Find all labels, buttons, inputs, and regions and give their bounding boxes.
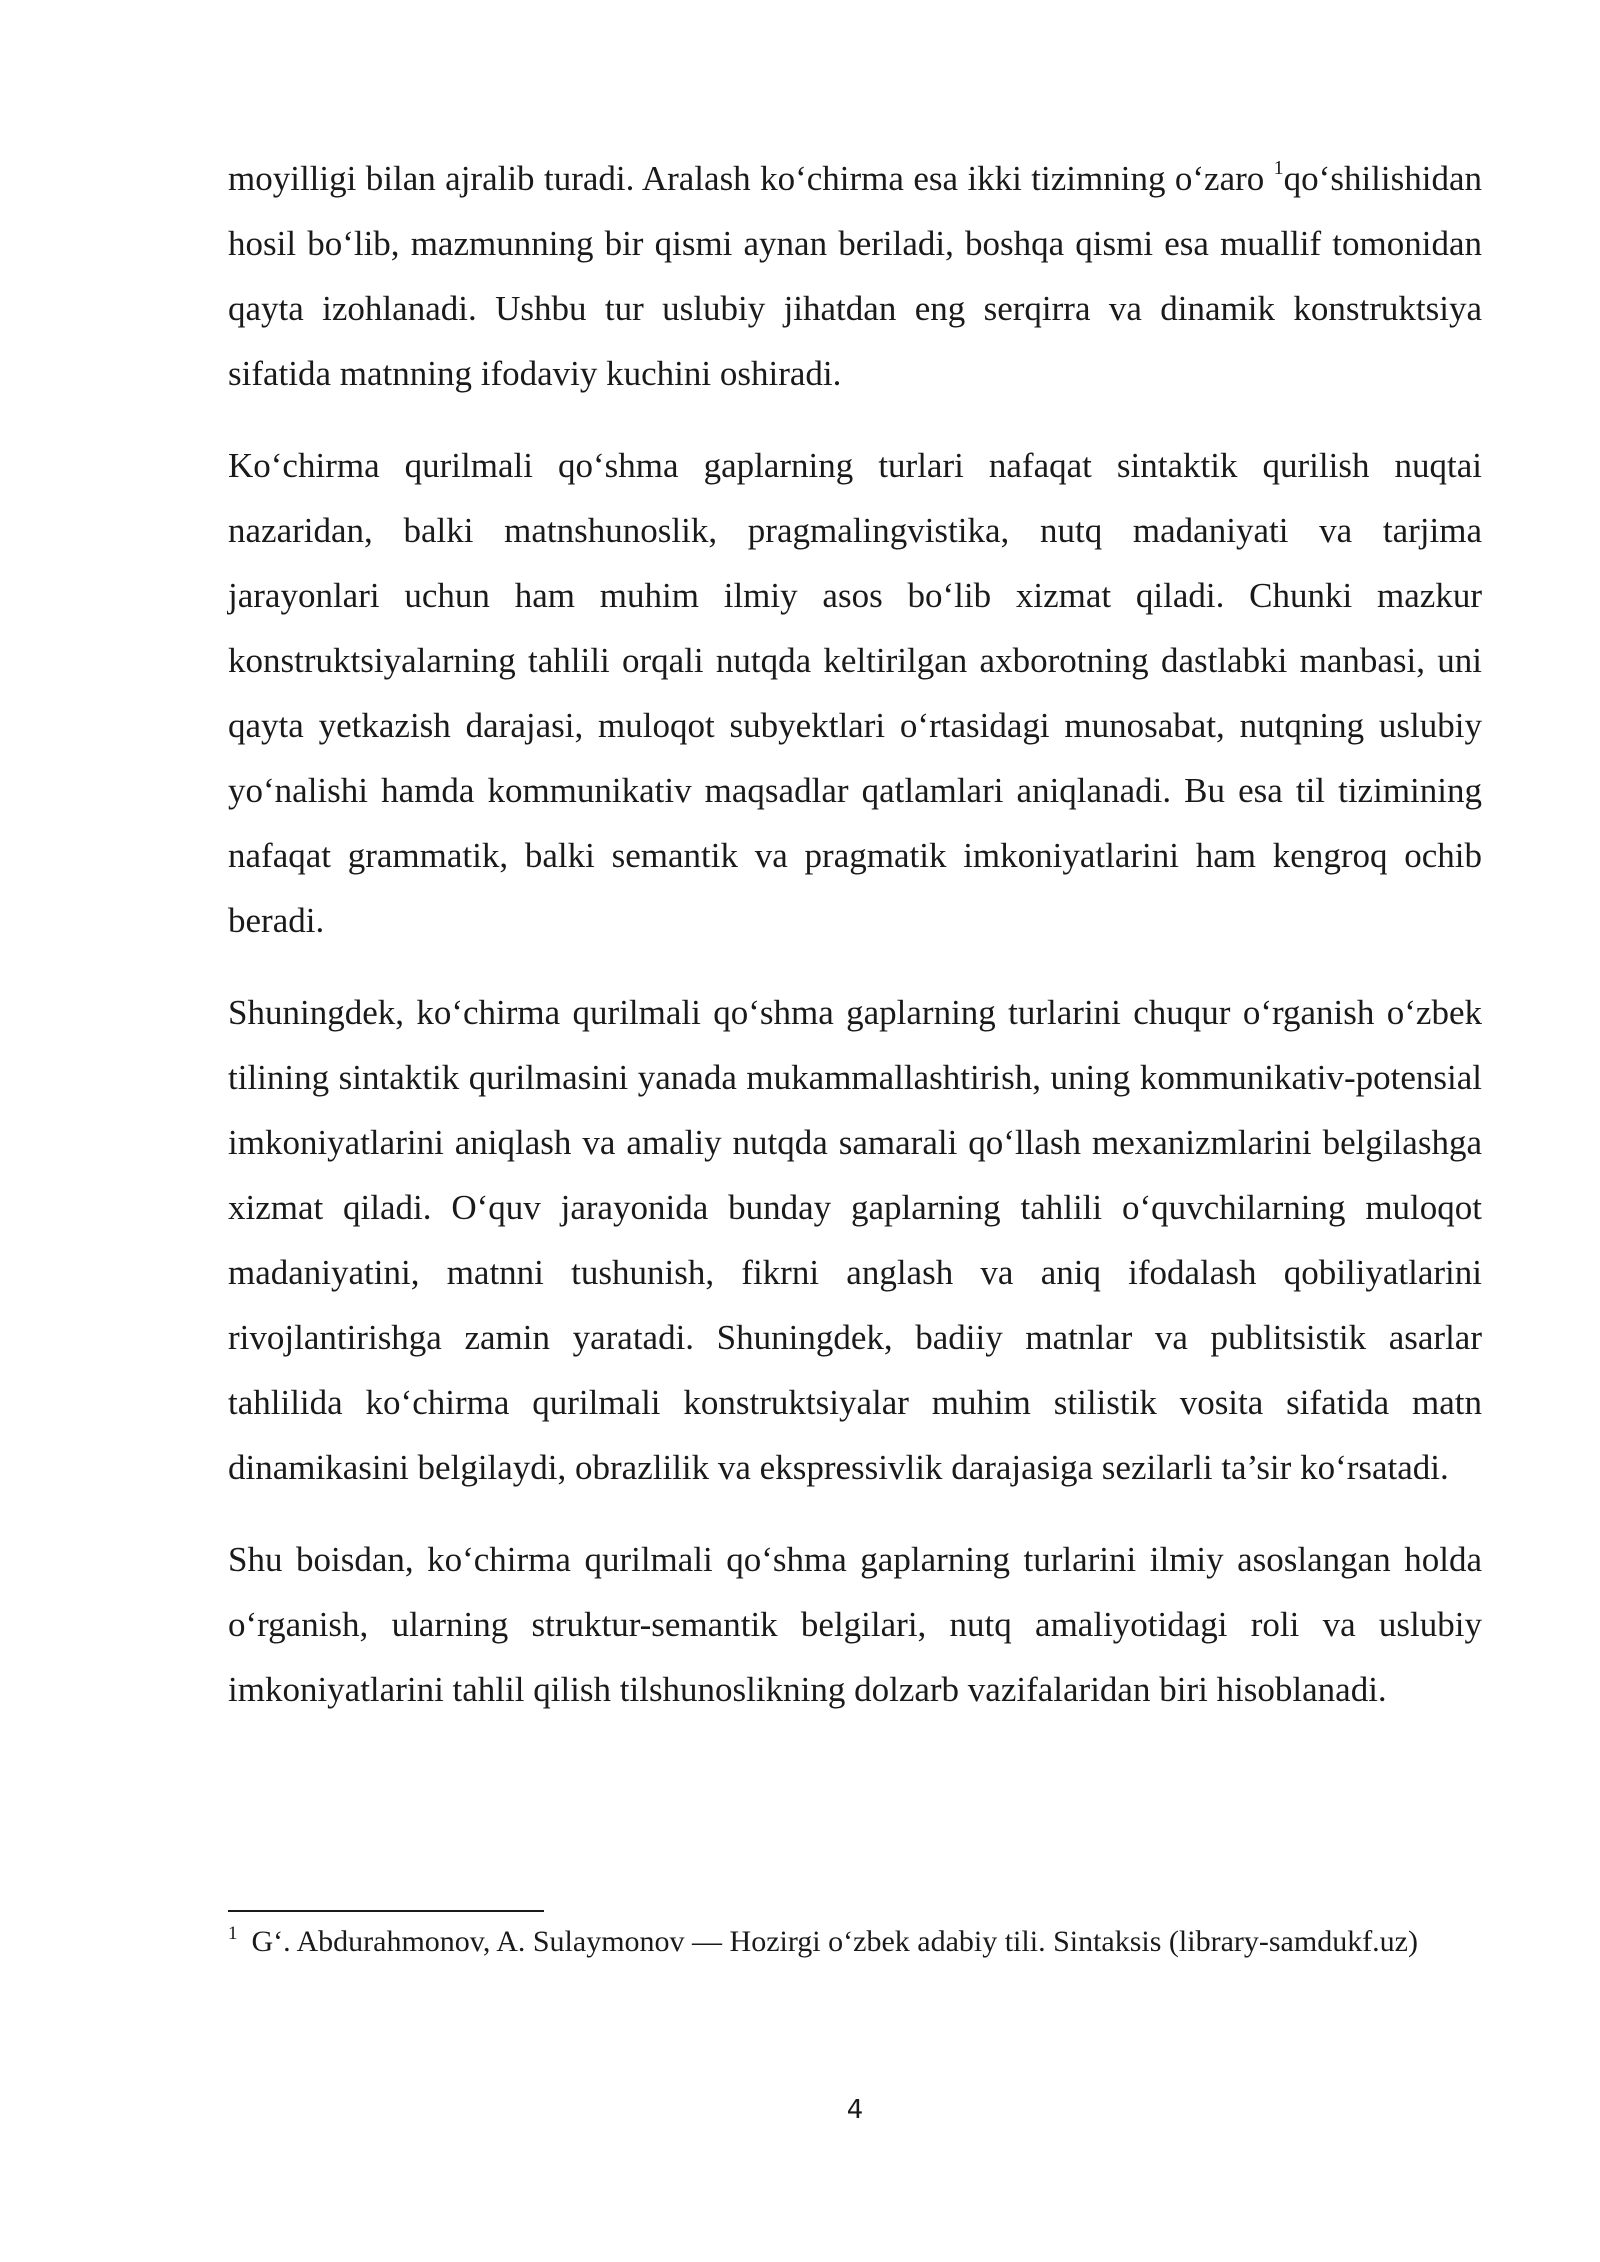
paragraph-1-text-start: moyilligi bilan ajralib turadi. Aralash ko‘chirma esa ikki tizimning o‘zaro	[228, 159, 1274, 198]
paragraph-2: Ko‘chirma qurilmali qo‘shma gaplarning turlari nafaqat sintaktik qurilish nuqtai nazaridan, balki matnshunoslik, pragmalingvistika, nutq madaniyati va tarjima jarayonlari uchun ham muhim ilmiy asos bo‘lib xizmat qiladi. Chunki mazkur konstruktsiyalarning tahlili orqali nutqda keltirilgan axborotning dastlabki manbasi, uni qayta yetkazish darajasi, muloqot subyektlari o‘rtasidagi munosabat, nutqning uslubiy yo‘nalishi hamda kommunikativ maqsadlar qatlamlari aniqlanadi. Bu esa til tizimining nafaqat grammatik, balki semantik va pragmatik imkoniyatlarini ham kengroq ochib beradi.	[228, 446, 1482, 940]
footnote-separator	[228, 1910, 544, 1912]
paragraph-1-text-end: qo‘shilishidan hosil bo‘lib, mazmunning bir qismi aynan beriladi, boshqa qismi esa muallif tomonidan qayta izohlanadi. Ushbu tur uslubiy jihatdan eng serqirra va dinamik konstruktsiya sifatida matnning ifodaviy kuchini oshiradi.	[228, 159, 1482, 393]
paragraph-3: Shuningdek, ko‘chirma qurilmali qo‘shma gaplarning turlarini chuqur o‘rganish o‘zbek tilining sintaktik qurilmasini yanada mukammallashtirish, uning kommunikativ-potensial imkoniyatlarini aniqlash va amaliy nutqda samarali qo‘llash mexanizmlarini belgilashga xizmat qiladi. O‘quv jarayonida bunday gaplarning tahlili o‘quvchilarning muloqot madaniyatini, matnni tushunish, fikrni anglash va aniq ifodalash qobiliyatlarini rivojlantirishga zamin yaratadi. Shuningdek, badiiy matnlar va publitsistik asarlar tahlilida ko‘chirma qurilmali konstruktsiyalar muhim stilistik vosita sifatida matn dinamikasini belgilaydi, obrazlilik va ekspressivlik darajasiga sezilarli ta’sir ko‘rsatadi.	[228, 993, 1482, 1487]
paragraph-4: Shu boisdan, ko‘chirma qurilmali qo‘shma gaplarning turlarini ilmiy asoslangan holda o‘rganish, ularning struktur-semantik belgilari, nutq amaliyotidagi roli va uslubiy imkoniyatlarini tahlil qilish tilshunoslikning dolzarb vazifalaridan biri hisoblanadi.	[228, 1540, 1482, 1709]
page-number: 4	[846, 2095, 864, 2125]
footnote-reference-mark[interactable]: 1	[1273, 157, 1284, 179]
footnote	[228, 1916, 1482, 1968]
body-text	[228, 146, 1482, 1749]
footnote-text: G‘. Abdurahmonov, A. Sulaymonov — Hozirgi o‘zbek adabiy tili. Sintaksis (library-samdukf.uz)	[251, 1925, 1418, 1958]
paragraph-1	[228, 146, 1482, 406]
footnote-number: 1	[228, 1923, 238, 1944]
